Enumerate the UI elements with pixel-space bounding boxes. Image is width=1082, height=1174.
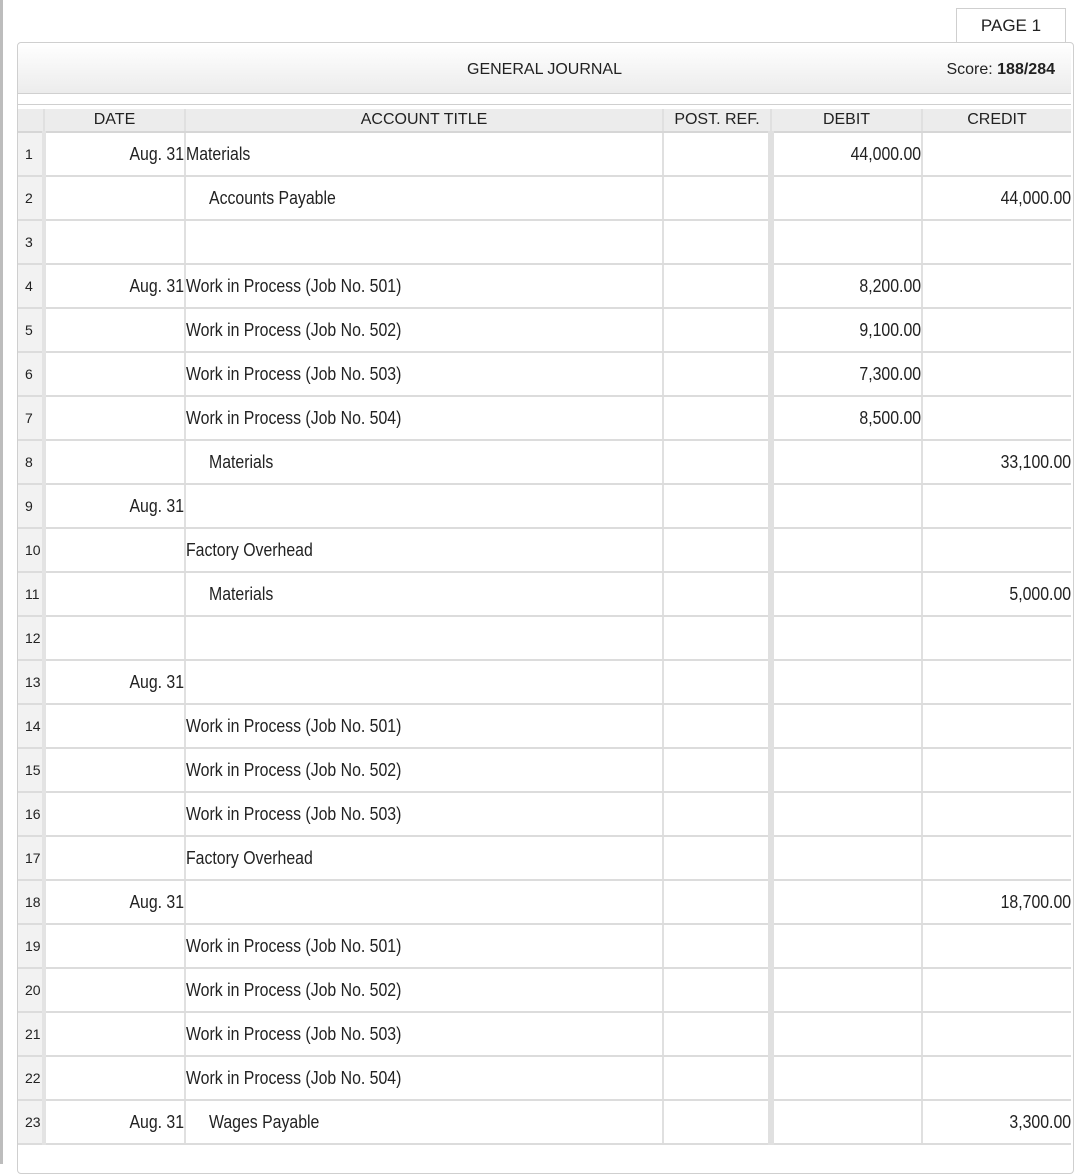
- debit-cell[interactable]: [771, 660, 922, 704]
- date-cell[interactable]: [44, 792, 185, 836]
- debit-cell-text: 8,500.00: [859, 407, 921, 428]
- row-number: 17: [18, 836, 44, 880]
- debit-cell-text: 44,000.00: [850, 143, 921, 164]
- credit-cell-text: 18,700.00: [1000, 891, 1071, 912]
- credit-cell[interactable]: [922, 792, 1071, 836]
- credit-cell[interactable]: [922, 176, 1071, 220]
- debit-cell[interactable]: [771, 1056, 922, 1100]
- debit-cell-text: 8,200.00: [859, 275, 921, 296]
- journal-row: [18, 352, 1071, 396]
- date-cell[interactable]: [44, 220, 185, 264]
- date-cell[interactable]: [44, 308, 185, 352]
- credit-cell[interactable]: [922, 528, 1071, 572]
- credit-cell[interactable]: [922, 616, 1071, 660]
- debit-cell[interactable]: [771, 484, 922, 528]
- post-ref-cell[interactable]: [663, 220, 771, 264]
- account-title-cell[interactable]: [185, 176, 663, 220]
- debit-column-header: DEBIT: [771, 109, 922, 132]
- account-title-cell-text: Accounts Payable: [209, 187, 336, 208]
- date-cell[interactable]: [44, 484, 185, 528]
- post-ref-cell[interactable]: [663, 572, 771, 616]
- date-cell[interactable]: [44, 968, 185, 1012]
- row-number-header: [18, 109, 44, 132]
- account-title-cell[interactable]: [185, 264, 663, 308]
- post-ref-cell[interactable]: [663, 396, 771, 440]
- date-cell[interactable]: [44, 924, 185, 968]
- score-value: 188/284: [997, 61, 1055, 78]
- credit-cell[interactable]: [922, 836, 1071, 880]
- post-ref-cell[interactable]: [663, 880, 771, 924]
- account-title-cell[interactable]: [185, 528, 663, 572]
- account-title-cell[interactable]: [185, 748, 663, 792]
- debit-cell[interactable]: [771, 1012, 922, 1056]
- credit-cell[interactable]: [922, 660, 1071, 704]
- date-cell[interactable]: [44, 1056, 185, 1100]
- row-number: 10: [18, 528, 44, 572]
- credit-cell[interactable]: [922, 264, 1071, 308]
- account-title-cell-text: Factory Overhead: [186, 847, 313, 868]
- credit-cell[interactable]: [922, 1100, 1071, 1144]
- account-title-cell[interactable]: [185, 484, 663, 528]
- account-title-cell-text: Work in Process (Job No. 501): [186, 715, 402, 736]
- debit-cell[interactable]: [771, 440, 922, 484]
- account-title-cell[interactable]: [185, 396, 663, 440]
- row-number: 12: [18, 616, 44, 660]
- date-cell-text: Aug. 31: [129, 891, 184, 912]
- journal-table: [18, 109, 1071, 1145]
- debit-cell[interactable]: [771, 924, 922, 968]
- date-cell[interactable]: [44, 616, 185, 660]
- credit-cell[interactable]: [922, 396, 1071, 440]
- account-title-cell-text: Work in Process (Job No. 504): [186, 1067, 402, 1088]
- credit-cell[interactable]: [922, 132, 1071, 176]
- account-title-cell[interactable]: [185, 704, 663, 748]
- post-ref-cell[interactable]: [663, 968, 771, 1012]
- date-cell-text: Aug. 31: [129, 275, 184, 296]
- account-title-cell[interactable]: [185, 132, 663, 176]
- account-title-cell[interactable]: [185, 836, 663, 880]
- debit-cell[interactable]: [771, 264, 922, 308]
- account-title-cell-text: Materials: [209, 583, 274, 604]
- account-title-cell[interactable]: [185, 352, 663, 396]
- credit-cell[interactable]: [922, 484, 1071, 528]
- journal-row: [18, 308, 1071, 352]
- row-number: 1: [18, 132, 44, 176]
- credit-cell[interactable]: [922, 924, 1071, 968]
- journal-row: [18, 1056, 1071, 1100]
- row-number: 8: [18, 440, 44, 484]
- score-label: Score:: [946, 61, 993, 78]
- account-title-cell-text: Work in Process (Job No. 504): [186, 407, 402, 428]
- debit-cell[interactable]: [771, 308, 922, 352]
- date-cell[interactable]: [44, 528, 185, 572]
- credit-cell-text: 3,300.00: [1009, 1111, 1071, 1132]
- debit-cell[interactable]: [771, 572, 922, 616]
- account-title-column-header: ACCOUNT TITLE: [185, 109, 663, 132]
- row-number: 18: [18, 880, 44, 924]
- post-ref-cell[interactable]: [663, 176, 771, 220]
- row-number: 4: [18, 264, 44, 308]
- account-title-cell-text: Materials: [209, 451, 274, 472]
- journal-row: [18, 968, 1071, 1012]
- credit-cell[interactable]: [922, 748, 1071, 792]
- date-cell[interactable]: [44, 264, 185, 308]
- account-title-cell[interactable]: [185, 924, 663, 968]
- journal-row: [18, 572, 1071, 616]
- row-number: 13: [18, 660, 44, 704]
- journal-row: [18, 1100, 1071, 1144]
- journal-row: [18, 132, 1071, 176]
- journal-title: GENERAL JOURNAL: [467, 61, 622, 78]
- account-title-cell[interactable]: [185, 968, 663, 1012]
- credit-cell[interactable]: [922, 1012, 1071, 1056]
- post-ref-cell[interactable]: [663, 1012, 771, 1056]
- post-ref-cell[interactable]: [663, 660, 771, 704]
- account-title-cell-text: Work in Process (Job No. 503): [186, 1023, 402, 1044]
- credit-cell[interactable]: [922, 440, 1071, 484]
- journal-row: [18, 924, 1071, 968]
- credit-cell-text: 44,000.00: [1000, 187, 1071, 208]
- account-title-cell[interactable]: [185, 880, 663, 924]
- header-divider: [18, 104, 1071, 105]
- post-ref-cell[interactable]: [663, 440, 771, 484]
- account-title-cell-text: Work in Process (Job No. 501): [186, 275, 402, 296]
- journal-row: [18, 880, 1071, 924]
- score-display: [946, 43, 1055, 97]
- account-title-cell-text: Materials: [186, 143, 251, 164]
- row-number: 22: [18, 1056, 44, 1100]
- row-number: 7: [18, 396, 44, 440]
- credit-cell-text: 5,000.00: [1009, 583, 1071, 604]
- credit-cell[interactable]: [922, 220, 1071, 264]
- credit-cell[interactable]: [922, 352, 1071, 396]
- row-number: 19: [18, 924, 44, 968]
- journal-row: [18, 704, 1071, 748]
- post-ref-cell[interactable]: [663, 616, 771, 660]
- credit-cell[interactable]: [922, 704, 1071, 748]
- debit-cell[interactable]: [771, 528, 922, 572]
- journal-row: [18, 528, 1071, 572]
- row-number: 23: [18, 1100, 44, 1144]
- account-title-cell-text: Work in Process (Job No. 502): [186, 979, 402, 1000]
- post-ref-cell[interactable]: [663, 528, 771, 572]
- debit-cell[interactable]: [771, 352, 922, 396]
- date-cell[interactable]: [44, 176, 185, 220]
- row-number: 3: [18, 220, 44, 264]
- post-ref-cell[interactable]: [663, 836, 771, 880]
- date-cell[interactable]: [44, 660, 185, 704]
- credit-cell[interactable]: [922, 968, 1071, 1012]
- debit-cell[interactable]: [771, 704, 922, 748]
- post-ref-column-header: POST. REF.: [663, 109, 771, 132]
- debit-cell-text: 9,100.00: [859, 319, 921, 340]
- post-ref-cell[interactable]: [663, 484, 771, 528]
- journal-row: [18, 1012, 1071, 1056]
- date-cell[interactable]: [44, 352, 185, 396]
- date-cell[interactable]: [44, 836, 185, 880]
- journal-row: [18, 264, 1071, 308]
- account-title-cell[interactable]: [185, 792, 663, 836]
- account-title-cell[interactable]: [185, 1100, 663, 1144]
- column-header-row: [18, 109, 1071, 132]
- date-cell[interactable]: [44, 880, 185, 924]
- date-cell[interactable]: [44, 572, 185, 616]
- debit-cell[interactable]: [771, 748, 922, 792]
- debit-cell[interactable]: [771, 132, 922, 176]
- credit-cell[interactable]: [922, 880, 1071, 924]
- post-ref-cell[interactable]: [663, 924, 771, 968]
- debit-cell[interactable]: [771, 220, 922, 264]
- debit-cell[interactable]: [771, 968, 922, 1012]
- account-title-cell-text: Work in Process (Job No. 502): [186, 759, 402, 780]
- post-ref-cell[interactable]: [663, 264, 771, 308]
- account-title-cell[interactable]: [185, 660, 663, 704]
- account-title-cell[interactable]: [185, 308, 663, 352]
- date-cell-text: Aug. 31: [129, 671, 184, 692]
- account-title-cell[interactable]: [185, 440, 663, 484]
- post-ref-cell[interactable]: [663, 352, 771, 396]
- post-ref-cell[interactable]: [663, 1056, 771, 1100]
- date-cell[interactable]: [44, 132, 185, 176]
- row-number: 21: [18, 1012, 44, 1056]
- account-title-cell-text: Factory Overhead: [186, 539, 313, 560]
- debit-cell[interactable]: [771, 836, 922, 880]
- date-cell[interactable]: [44, 396, 185, 440]
- post-ref-cell[interactable]: [663, 1100, 771, 1144]
- row-number: 11: [18, 572, 44, 616]
- row-number: 9: [18, 484, 44, 528]
- date-cell-text: Aug. 31: [129, 143, 184, 164]
- account-title-cell[interactable]: [185, 1056, 663, 1100]
- date-cell[interactable]: [44, 440, 185, 484]
- row-number: 15: [18, 748, 44, 792]
- account-title-cell-text: Work in Process (Job No. 502): [186, 319, 402, 340]
- account-title-cell-text: Work in Process (Job No. 503): [186, 363, 402, 384]
- account-title-cell[interactable]: [185, 616, 663, 660]
- credit-cell[interactable]: [922, 1056, 1071, 1100]
- post-ref-cell[interactable]: [663, 704, 771, 748]
- post-ref-cell[interactable]: [663, 792, 771, 836]
- journal-row: [18, 748, 1071, 792]
- journal-header: [18, 43, 1071, 94]
- credit-column-header: CREDIT: [922, 109, 1071, 132]
- date-cell[interactable]: [44, 704, 185, 748]
- row-number: 6: [18, 352, 44, 396]
- journal-row: [18, 396, 1071, 440]
- credit-cell[interactable]: [922, 308, 1071, 352]
- row-number: 14: [18, 704, 44, 748]
- date-cell[interactable]: [44, 1100, 185, 1144]
- journal-row: [18, 792, 1071, 836]
- journal-row: [18, 484, 1071, 528]
- journal-row: [18, 440, 1071, 484]
- debit-cell[interactable]: [771, 1100, 922, 1144]
- date-cell-text: Aug. 31: [129, 495, 184, 516]
- account-title-cell[interactable]: [185, 220, 663, 264]
- window-left-edge: [0, 0, 3, 1164]
- row-number: 2: [18, 176, 44, 220]
- debit-cell[interactable]: [771, 616, 922, 660]
- journal-rows: [18, 132, 1071, 1144]
- page-tab[interactable]: PAGE 1: [956, 8, 1066, 43]
- account-title-cell-text: Wages Payable: [209, 1111, 320, 1132]
- journal-row: [18, 660, 1071, 704]
- credit-cell-text: 33,100.00: [1000, 451, 1071, 472]
- post-ref-cell[interactable]: [663, 132, 771, 176]
- date-cell[interactable]: [44, 1012, 185, 1056]
- debit-cell[interactable]: [771, 880, 922, 924]
- journal-row: [18, 220, 1071, 264]
- debit-cell-text: 7,300.00: [859, 363, 921, 384]
- credit-cell[interactable]: [922, 572, 1071, 616]
- journal-row: [18, 176, 1071, 220]
- debit-cell[interactable]: [771, 176, 922, 220]
- row-number: 5: [18, 308, 44, 352]
- date-cell[interactable]: [44, 748, 185, 792]
- account-title-cell-text: Work in Process (Job No. 503): [186, 803, 402, 824]
- journal-row: [18, 616, 1071, 660]
- post-ref-cell[interactable]: [663, 748, 771, 792]
- account-title-cell-text: Work in Process (Job No. 501): [186, 935, 402, 956]
- date-column-header: DATE: [44, 109, 185, 132]
- row-number: 16: [18, 792, 44, 836]
- account-title-cell[interactable]: [185, 1012, 663, 1056]
- date-cell-text: Aug. 31: [129, 1111, 184, 1132]
- debit-cell[interactable]: [771, 792, 922, 836]
- account-title-cell[interactable]: [185, 572, 663, 616]
- post-ref-cell[interactable]: [663, 308, 771, 352]
- row-number: 20: [18, 968, 44, 1012]
- journal-row: [18, 836, 1071, 880]
- debit-cell[interactable]: [771, 396, 922, 440]
